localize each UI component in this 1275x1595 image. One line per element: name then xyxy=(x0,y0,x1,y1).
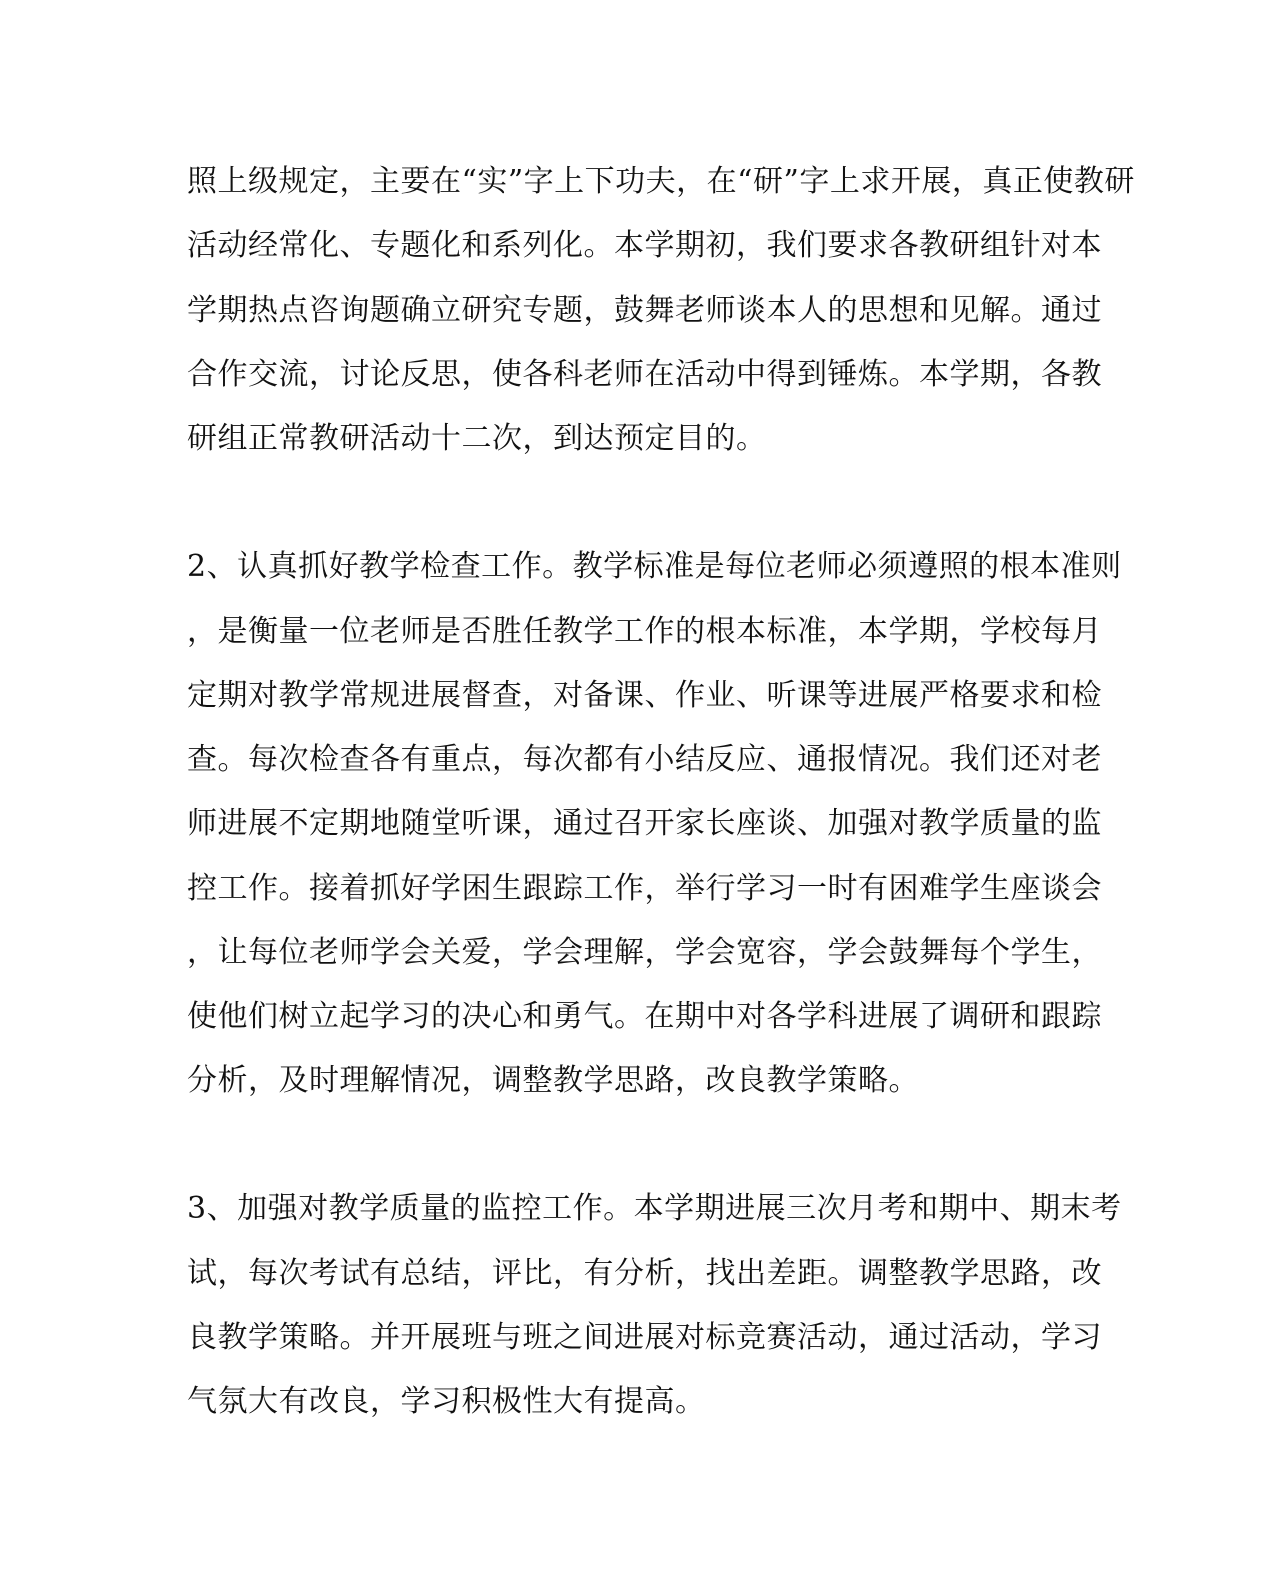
text-line: 分析，及时理解情况，调整教学思路，改良教学策略。 xyxy=(187,1063,919,1098)
text-line: 照上级规定，主要在“实”字上下功夫，在“研”字上求开展，真正使教研 xyxy=(187,164,1135,199)
text-line: 气氛大有改良，学习积极性大有提高。 xyxy=(187,1384,706,1419)
text-line: 师进展不定期地随堂听课，通过召开家长座谈、加强对教学质量的监 xyxy=(187,806,1102,841)
text-line: 定期对教学常规进展督查，对备课、作业、听课等进展严格要求和检 xyxy=(187,678,1102,713)
text-line: 2、认真抓好教学检查工作。教学标准是每位老师必须遵照的根本准则 xyxy=(187,549,1122,584)
text-line: 合作交流，讨论反思，使各科老师在活动中得到锤炼。本学期，各教 xyxy=(187,357,1102,392)
text-line: 使他们树立起学习的决心和勇气。在期中对各学科进展了调研和跟踪 xyxy=(187,999,1102,1034)
text-line: 控工作。接着抓好学困生跟踪工作，举行学习一时有困难学生座谈会 xyxy=(187,871,1102,906)
text-line: 学期热点咨询题确立研究专题，鼓舞老师谈本人的思想和见解。通过 xyxy=(187,293,1102,328)
text-line: 良教学策略。并开展班与班之间进展对标竞赛活动，通过活动，学习 xyxy=(187,1320,1102,1355)
text-line: ，让每位老师学会关爱，学会理解，学会宽容，学会鼓舞每个学生， xyxy=(187,935,1102,970)
text-line: 活动经常化、专题化和系列化。本学期初，我们要求各教研组针对本 xyxy=(187,228,1102,263)
text-line: 研组正常教研活动十二次，到达预定目的。 xyxy=(187,421,767,456)
text-line: 查。每次检查各有重点，每次都有小结反应、通报情况。我们还对老 xyxy=(187,742,1102,777)
text-line: 试，每次考试有总结，评比，有分析，找出差距。调整教学思路，改 xyxy=(187,1256,1102,1291)
text-line: ，是衡量一位老师是否胜任教学工作的根本标准，本学期，学校每月 xyxy=(187,614,1102,649)
text-line: 3、加强对教学质量的监控工作。本学期进展三次月考和期中、期末考 xyxy=(187,1191,1122,1226)
